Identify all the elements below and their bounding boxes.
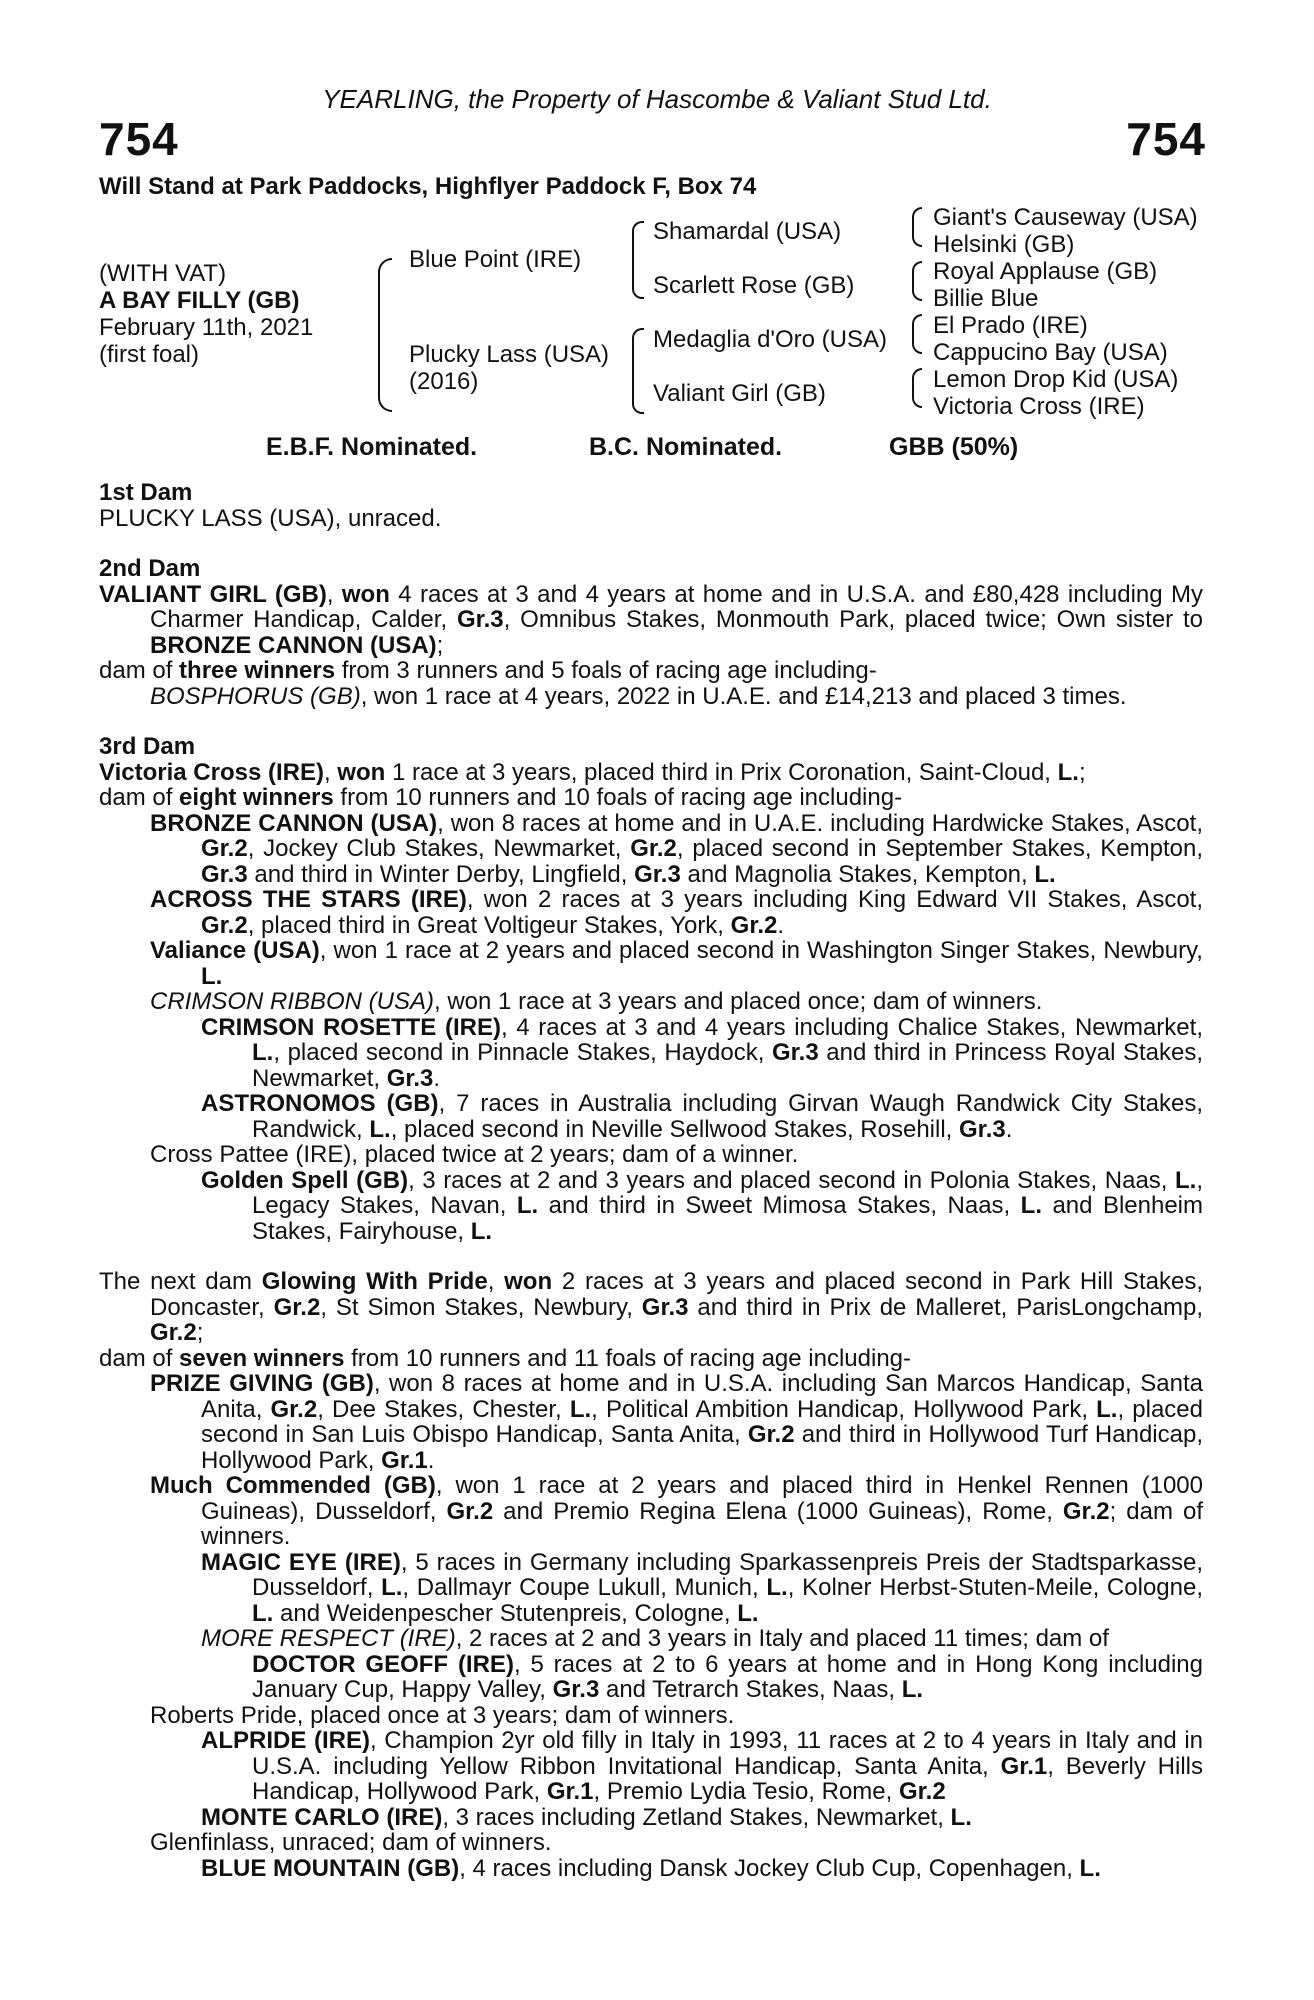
golden-spell-entry: Golden Spell (GB), 3 races at 2 and 3 years and placed second in Polonia Stakes, Naas, L., Legacy Stakes, Navan, L. and third in Sweet Mimosa Stakes, Naas, L. and Blenheim Stakes, Fairyhouse, L. (201, 1166, 1204, 1245)
horse-dob: February 11th, 2021 (99, 314, 314, 341)
foal-note: (first foal) (99, 341, 200, 368)
ebf-nomination: E.B.F. Nominated. (266, 433, 478, 461)
second-dam-produce: dam of three winners from 3 runners and 5 foals of racing age including- (99, 657, 877, 684)
pedigree-g5: El Prado (IRE) (933, 312, 1088, 339)
pedigree-brace-g12 (912, 207, 922, 247)
bronze-cannon-entry: BRONZE CANNON (USA), won 8 races at home and in U.A.E. including Hardwicke Stakes, Ascot, Gr.2, Jockey Club Stakes, Newmarket, Gr.2, placed second in September Stakes, Kempton, Gr.3 and third in Winter Derby, Lingfield, Gr.3 and Magnolia Stakes, Kempton, L. (150, 809, 1203, 888)
pedigree-dam: Plucky Lass (USA) (409, 341, 610, 368)
third-dam-entry: Victoria Cross (IRE), won 1 race at 3 years, placed third in Prix Coronation, Saint-Cloud, L.; (99, 758, 1086, 786)
pedigree-brace-g34 (912, 261, 922, 301)
bosphorus-entry: BOSPHORUS (GB), won 1 race at 4 years, 2022 in U.A.E. and £14,213 and placed 3 times. (150, 682, 1127, 710)
family-details (99, 480, 1203, 1881)
next-dam-entry: The next dam Glowing With Pride, won 2 races at 3 years and placed second in Park Hill Stakes, Doncaster, Gr.2, St Simon Stakes, Newbury, Gr.3 and third in Prix de Malleret, ParisLongchamp, Gr.2; (99, 1268, 1203, 1346)
third-dam-heading: 3rd Dam (99, 733, 196, 760)
second-dam-entry: VALIANT GIRL (GB), won 4 races at 3 and 4 years at home and in U.S.A. and £80,428 including My Charmer Handicap, Calder, Gr.3, Omnibus Stakes, Monmouth Park, placed twice; Own sister to BRONZE CANNON (USA); (99, 580, 1204, 659)
second-dam-heading: 2nd Dam (99, 555, 201, 582)
alpride-entry: ALPRIDE (IRE), Champion 2yr old filly in Italy in 1993, 11 races at 2 to 4 years in Italy and in U.S.A. including Yellow Ribbon Invitational Handicap, Santa Anita, Gr.1, Beverly Hills Handicap, Hollywood Park, Gr.1, Premio Lydia Tesio, Rome, Gr.2 (201, 1727, 1204, 1805)
pedigree-dam-dam: Valiant Girl (GB) (653, 380, 826, 407)
pedigree-brace-sire (632, 221, 644, 299)
much-commended-entry: Much Commended (GB), won 1 race at 2 years and placed third in Henkel Rennen (1000 Guineas), Dusseldorf, Gr.2 and Premio Regina Elena (1000 Guineas), Rome, Gr.2; dam of winners. (150, 1472, 1204, 1550)
magic-eye-entry: MAGIC EYE (IRE), 5 races in Germany including Sparkassenpreis Preis der Stadtsparkasse, Dusseldorf, L., Dallmayr Coupe Lukull, Munich, L., Kolner Herbst-Stuten-Meile, Cologne, L. and Weidenpescher Stutenpreis, Cologne, L. (201, 1548, 1204, 1627)
crimson-rosette-entry: CRIMSON ROSETTE (IRE), 4 races at 3 and 4 years including Chalice Stakes, Newmarket, L., placed second in Pinnacle Stakes, Haydock, Gr.3 and third in Princess Royal Stakes, Newmarket, Gr.3. (201, 1013, 1204, 1092)
crimson-ribbon-entry: CRIMSON RIBBON (USA), won 1 race at 3 years and placed once; dam of winners. (150, 988, 1043, 1015)
bc-nomination: B.C. Nominated. (589, 433, 783, 461)
pedigree-sire-sire: Shamardal (USA) (653, 218, 842, 245)
pedigree-g6: Cappucino Bay (USA) (933, 339, 1168, 366)
first-dam-text: PLUCKY LASS (USA), unraced. (99, 504, 442, 532)
pedigree-brace-main (378, 258, 392, 412)
vat-label: (WITH VAT) (99, 260, 227, 287)
astronomos-entry: ASTRONOMOS (GB), 7 races in Australia including Girvan Waugh Randwick City Stakes, Randwick, L., placed second in Neville Sellwood Stakes, Rosehill, Gr.3. (201, 1090, 1203, 1143)
lot-number-left: 754 (99, 113, 179, 165)
across-the-stars-entry: ACROSS THE STARS (IRE), won 2 races at 3 years including King Edward VII Stakes, Ascot, Gr.2, placed third in Great Voltigeur Stakes, York, Gr.2. (150, 886, 1204, 939)
pedigree-g3: Royal Applause (GB) (933, 258, 1158, 285)
pedigree-g7: Lemon Drop Kid (USA) (933, 366, 1179, 393)
lot-number-right: 754 (1126, 113, 1206, 165)
blue-mountain-entry: BLUE MOUNTAIN (GB), 4 races including Dansk Jockey Club Cup, Copenhagen, L. (201, 1854, 1101, 1882)
glenfinlass-entry: Glenfinlass, unraced; dam of winners. (150, 1829, 552, 1856)
monte-carlo-entry: MONTE CARLO (IRE), 3 races including Zetland Stakes, Newmarket, L. (201, 1803, 972, 1831)
pedigree-g2: Helsinki (GB) (933, 231, 1075, 258)
horse-name: A BAY FILLY (GB) (99, 287, 300, 314)
cross-pattee-entry: Cross Pattee (IRE), placed twice at 2 years; dam of a winner. (150, 1141, 799, 1168)
pedigree-g4: Billie Blue (933, 285, 1039, 312)
first-dam-heading: 1st Dam (99, 479, 193, 506)
third-dam-produce: dam of eight winners from 10 runners and 10 foals of racing age including- (99, 784, 903, 811)
stand-location: Will Stand at Park Paddocks, Highflyer Paddock F, Box 74 (99, 173, 757, 200)
roberts-pride-entry: Roberts Pride, placed once at 3 years; dam of winners. (150, 1701, 735, 1729)
prize-giving-entry: PRIZE GIVING (GB), won 8 races at home and in U.S.A. including San Marcos Handicap, Santa Anita, Gr.2, Dee Stakes, Chester, L., Political Ambition Handicap, Hollywood Park, L., placed second in San Luis Obispo Handicap, Santa Anita, Gr.2 and third in Hollywood Turf Handicap, Hollywood Park, Gr.1. (150, 1370, 1203, 1474)
pedigree-sire: Blue Point (IRE) (409, 246, 582, 273)
pedigree-brace-g56 (912, 314, 922, 354)
gbb-status: GBB (50%) (889, 433, 1019, 461)
lot-header-title: YEARLING, the Property of Hascombe & Valiant Stud Ltd. (322, 84, 992, 114)
valiance-entry: Valiance (USA), won 1 race at 2 years and placed second in Washington Singer Stakes, Newbury, L. (150, 937, 1203, 990)
pedigree-dam-sire: Medaglia d'Oro (USA) (653, 326, 887, 353)
pedigree-brace-g78 (912, 368, 922, 408)
more-respect-entry: MORE RESPECT (IRE), 2 races at 2 and 3 years in Italy and placed 11 times; dam of DOCTOR GEOFF (IRE), 5 races at 2 to 6 years at home and in Hong Kong including January Cup, Happy Valley, Gr.3 and Tetrarch Stakes, Naas, L. (201, 1625, 1203, 1703)
pedigree-brace-dam (632, 328, 644, 414)
pedigree-dam-year: (2016) (409, 368, 479, 395)
pedigree-g1: Giant's Causeway (USA) (933, 204, 1198, 231)
pedigree-g8: Victoria Cross (IRE) (933, 393, 1145, 420)
pedigree-sire-dam: Scarlett Rose (GB) (653, 272, 855, 299)
next-dam-produce: dam of seven winners from 10 runners and 11 foals of racing age including- (99, 1344, 912, 1372)
